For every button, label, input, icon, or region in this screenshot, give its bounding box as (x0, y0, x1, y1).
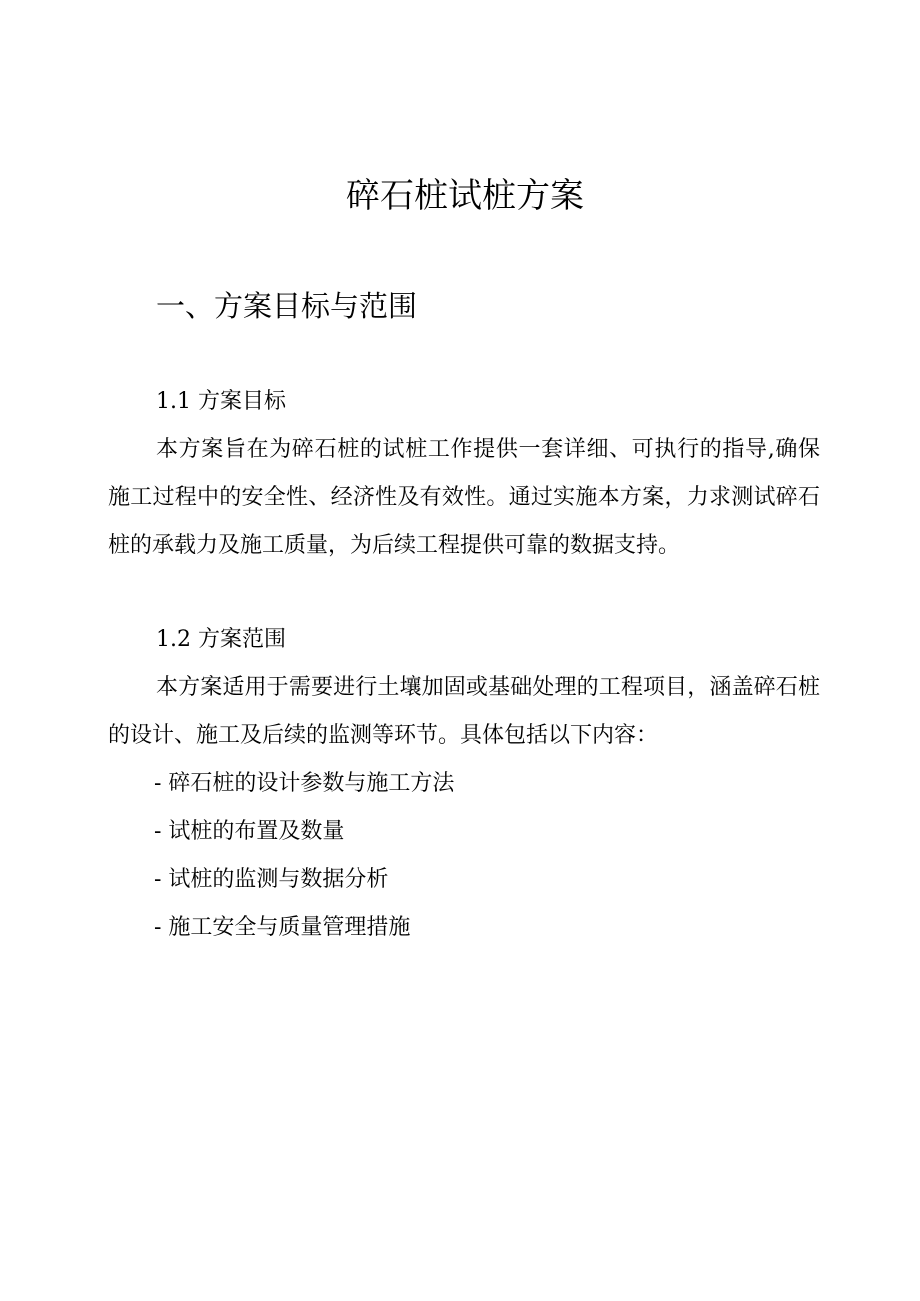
document-title: 碎石桩试桩方案 (346, 176, 584, 216)
list-item: - 试桩的监测与数据分析 (154, 867, 389, 892)
subsection-heading-1-2: 1.2 方案范围 (156, 627, 286, 652)
section-heading: 一、方案目标与范围 (156, 289, 418, 323)
list-item: - 施工安全与质量管理措施 (154, 915, 411, 940)
list-item: - 碎石桩的设计参数与施工方法 (154, 771, 455, 796)
subsection-heading-1-1: 1.1 方案目标 (156, 389, 286, 414)
list-item: - 试桩的布置及数量 (154, 819, 345, 844)
subsection-paragraph-1-2: 本方案适用于需要进行土壤加固或基础处理的工程项目，涵盖碎石桩的设计、施工及后续的监测等环节。具体包括以下内容： (108, 675, 820, 748)
subsection-paragraph-1-1: 本方案旨在为碎石桩的试桩工作提供一套详细、可执行的指导,确保施工过程中的安全性、经济性及有效性。通过实施本方案，力求测试碎石桩的承载力及施工质量，为后续工程提供可靠的数据支持。 (108, 437, 820, 558)
